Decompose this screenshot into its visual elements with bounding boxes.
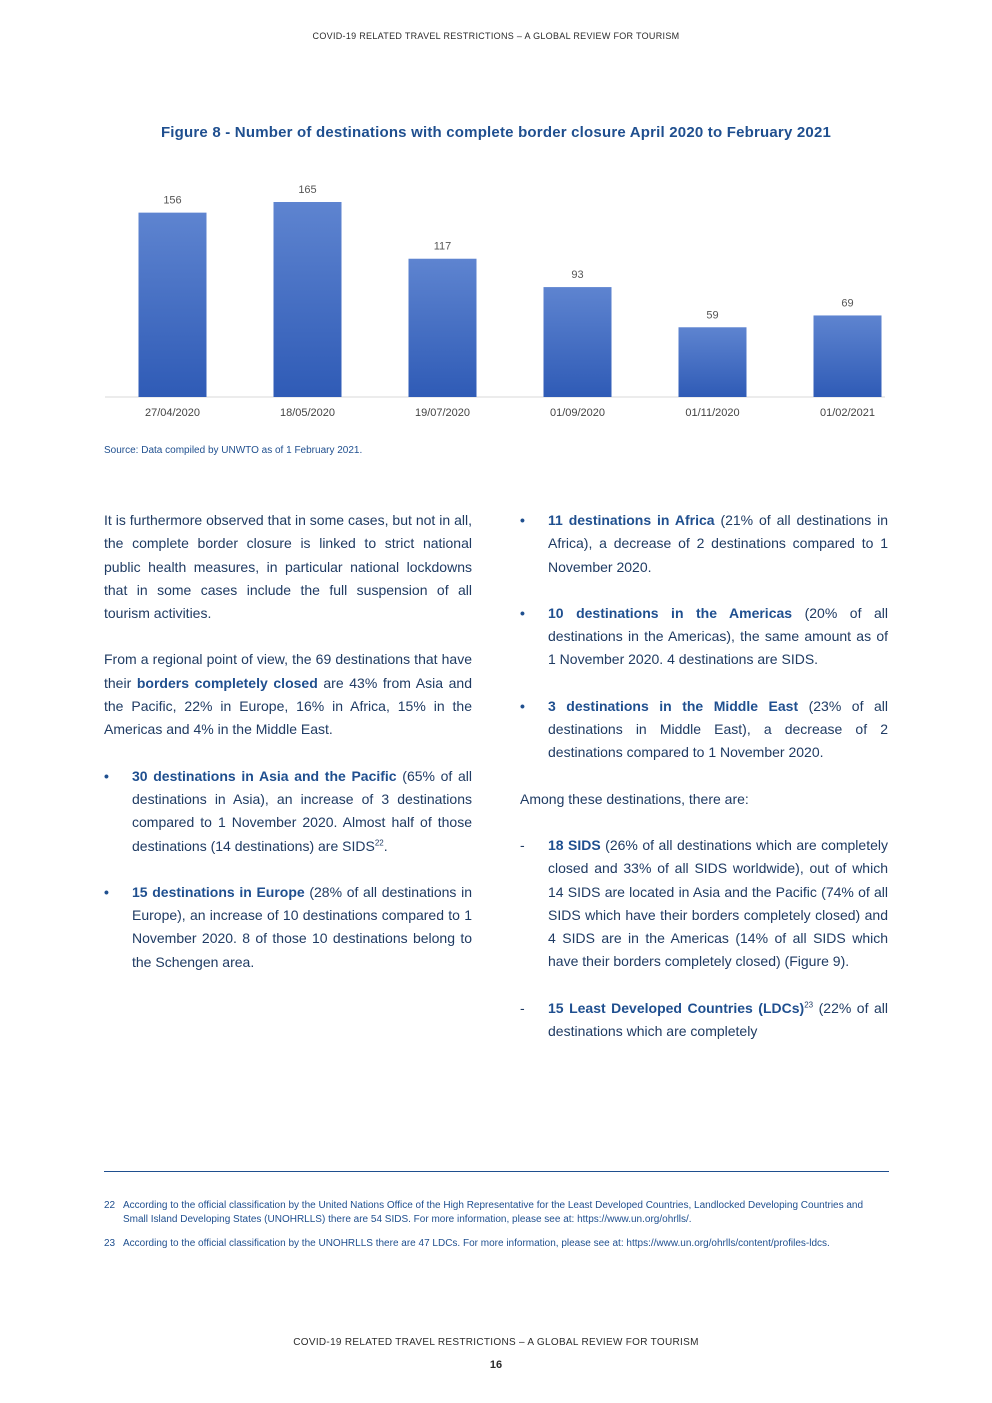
x-tick-label: 01/09/2020 bbox=[549, 407, 606, 419]
x-tick-label: 19/07/2020 bbox=[414, 407, 471, 419]
bar-01/11/2020 bbox=[679, 327, 747, 397]
x-tick-label: 01/02/2021 bbox=[819, 407, 876, 419]
bullet-mark: • bbox=[104, 767, 109, 784]
bullet-africa-heading: 11 destinations in Africa bbox=[548, 512, 715, 528]
paragraph-regional bbox=[104, 648, 472, 741]
bullet-asia-pacific bbox=[104, 765, 472, 858]
dash-item-ldcs-heading: 15 Least Developed Countries (LDCs) bbox=[548, 999, 805, 1016]
bar-chart bbox=[100, 170, 890, 430]
x-tick-label: 18/05/2020 bbox=[279, 407, 336, 419]
footnote-ref-23[interactable]: 23 bbox=[804, 1000, 814, 1010]
paragraph-regional-text-2: are 43% from Asia and the Pacific, 22% in Europe, 16% in Africa, 15% in the Americas and 4% in the Middle East. bbox=[104, 674, 472, 738]
bullet-americas-heading: 10 destinations in the Americas bbox=[548, 604, 793, 621]
data-label: 156 bbox=[163, 194, 182, 207]
page-number: 16 bbox=[489, 1359, 503, 1371]
bullet-asia-pacific-end: . bbox=[383, 837, 388, 854]
footnote-ref-22[interactable]: 22 bbox=[374, 837, 384, 847]
data-label: 117 bbox=[433, 240, 452, 253]
footnote-22 bbox=[104, 1199, 889, 1226]
dash-mark: - bbox=[520, 999, 525, 1016]
dash-item-ldcs bbox=[520, 997, 888, 1044]
footnote-divider bbox=[104, 1171, 889, 1172]
paragraph-lockdowns: It is furthermore observed that in some cases, but not in all, the complete border closure is linked to strict national public health measures, in particular national lockdowns that in some cases include the full suspension of all tourism activities. bbox=[104, 512, 472, 622]
footnote-23 bbox=[104, 1237, 889, 1251]
dash-item-sids bbox=[520, 834, 888, 974]
figure-title: Figure 8 - Number of destinations with complete border closure April 2020 to February 2021 bbox=[160, 124, 832, 141]
bullet-middle-east-text: (23% of all destinations in Middle East), a decrease of 2 destinations compared to 1 November 2020. bbox=[548, 697, 888, 761]
data-label: 59 bbox=[706, 309, 719, 322]
bar-01/09/2020 bbox=[544, 287, 612, 397]
footnote-text: According to the official classification by the UNOHRLLS there are 47 LDCs. For more information, please see at: https://www.un.org/ohrlls/content/profiles-ldcs. bbox=[123, 1238, 830, 1249]
data-label: 93 bbox=[571, 269, 584, 282]
bullet-mark: • bbox=[520, 697, 525, 714]
dash-item-ldcs-text: (22% of all destinations which are completely bbox=[548, 999, 888, 1040]
footnote-number: 22 bbox=[104, 1200, 116, 1211]
bullet-africa bbox=[520, 509, 888, 579]
bullet-americas-text: (20% of all destinations in the Americas), the same amount as of 1 November 2020. 4 destinations are SIDS. bbox=[548, 604, 888, 668]
bullet-middle-east-heading: 3 destinations in the Middle East bbox=[548, 697, 799, 714]
data-label: 69 bbox=[841, 297, 854, 310]
dash-item-sids-heading: 18 SIDS bbox=[548, 836, 601, 853]
bar-01/02/2021 bbox=[814, 315, 882, 397]
bullet-europe bbox=[104, 881, 472, 974]
bullet-middle-east bbox=[520, 695, 888, 765]
bullet-asia-pacific-heading: 30 destinations in Asia and the Pacific bbox=[132, 767, 397, 784]
right-column bbox=[520, 509, 888, 1066]
paragraph-among: Among these destinations, there are: bbox=[520, 790, 749, 807]
figure-source: Source: Data compiled by UNWTO as of 1 February 2021. bbox=[104, 445, 363, 456]
running-footer: COVID-19 RELATED TRAVEL RESTRICTIONS – A GLOBAL REVIEW FOR TOURISM bbox=[293, 1337, 699, 1348]
dash-mark: - bbox=[520, 836, 525, 853]
bar-18/05/2020 bbox=[274, 202, 342, 397]
running-header: COVID-19 RELATED TRAVEL RESTRICTIONS – A GLOBAL REVIEW FOR TOURISM bbox=[312, 31, 680, 41]
left-column bbox=[104, 509, 472, 997]
x-tick-label: 27/04/2020 bbox=[144, 407, 201, 419]
paragraph-regional-text-1: From a regional point of view, the 69 destinations that have their bbox=[104, 651, 472, 691]
bullet-americas bbox=[520, 602, 888, 672]
bullet-europe-text: (28% of all destinations in Europe), an increase of 10 destinations compared to 1 November 2020. 8 of those 10 destinations belong to the Schengen area. bbox=[132, 883, 472, 970]
bullet-asia-pacific-text: (65% of all destinations in Asia), an increase of 3 destinations compared to 1 November 2020. Almost half of those destinations (14 destinations) are SIDS bbox=[132, 767, 472, 854]
bullet-mark: • bbox=[104, 883, 109, 900]
footnotes bbox=[104, 1199, 889, 1262]
footnote-text: According to the official classification by the United Nations Office of the High Representative for the Least Developed Countries, Landlocked Developing Countries and Small Island Developing States (UNOHRLLS) there are 54 SIDS. For more information, please see at: https://www.un.org/ohrlls/. bbox=[123, 1200, 864, 1225]
bullet-africa-text: (21% of all destinations in Africa), a decrease of 2 destinations compared to 1 November 2020. bbox=[548, 512, 888, 575]
footnote-number: 23 bbox=[104, 1238, 116, 1249]
bullet-mark: • bbox=[520, 512, 525, 528]
bullet-mark: • bbox=[520, 604, 525, 621]
paragraph-regional-emphasis: borders completely closed bbox=[136, 674, 318, 691]
bar-27/04/2020 bbox=[139, 213, 207, 397]
data-label: 165 bbox=[298, 184, 317, 196]
x-tick-label: 01/11/2020 bbox=[685, 407, 740, 419]
bullet-europe-heading: 15 destinations in Europe bbox=[132, 883, 305, 900]
bar-19/07/2020 bbox=[409, 259, 477, 397]
dash-item-sids-text: (26% of all destinations which are completely closed and 33% of all SIDS worldwide), out of which 14 SIDS are located in Asia and the Pacific (74% of all SIDS which have their borders completely closed) and 4 SIDS are in the Americas (14% of all SIDS which have their borders completely closed) (Figure 9). bbox=[548, 836, 888, 970]
